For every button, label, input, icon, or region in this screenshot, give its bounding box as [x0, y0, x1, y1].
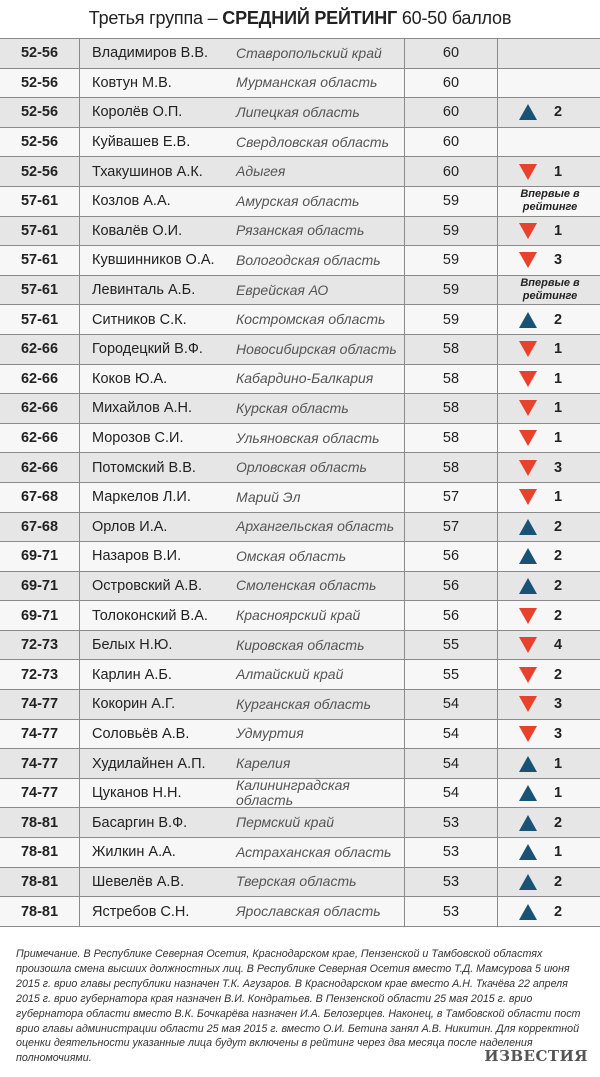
rank-cell: 69-71 — [0, 572, 80, 601]
rank-cell: 69-71 — [0, 542, 80, 571]
score-cell: 54 — [404, 749, 498, 778]
page-title — [0, 8, 600, 29]
change-cell — [498, 394, 600, 423]
table-row — [0, 424, 600, 454]
arrow-down-icon — [518, 370, 538, 388]
rank-cell: 62-66 — [0, 394, 80, 423]
arrow-up-icon — [518, 873, 538, 891]
rank-cell: 78-81 — [0, 808, 80, 837]
rank-cell: 62-66 — [0, 424, 80, 453]
name-cell: Кувшинников О.А. — [92, 252, 215, 269]
name-cell: Жилкин А.А. — [92, 844, 176, 861]
change-value: 2 — [554, 873, 563, 890]
change-value: 1 — [554, 341, 563, 358]
change-cell — [498, 246, 600, 275]
name-cell: Козлов А.А. — [92, 193, 171, 210]
rank-cell: 62-66 — [0, 453, 80, 482]
change-value: 1 — [554, 370, 563, 387]
change-value: 2 — [554, 903, 563, 920]
table-row — [0, 897, 600, 927]
change-cell — [498, 720, 600, 749]
change-cell — [498, 868, 600, 897]
rank-cell: 78-81 — [0, 868, 80, 897]
score-cell: 59 — [404, 305, 498, 334]
region-cell: Карелия — [236, 755, 291, 772]
change-cell — [498, 779, 600, 808]
table-row — [0, 720, 600, 750]
new-entry-label: Впервые в рейтинге — [520, 188, 580, 214]
change-value: 3 — [554, 725, 563, 742]
table-row — [0, 335, 600, 365]
name-cell: Ковтун М.В. — [92, 74, 172, 91]
rank-cell: 52-56 — [0, 39, 80, 68]
table-row — [0, 749, 600, 779]
change-value: 2 — [554, 548, 563, 565]
change-cell — [498, 513, 600, 542]
region-cell: Омская область — [236, 547, 347, 564]
score-cell: 60 — [404, 69, 498, 98]
name-cell: Цуканов Н.Н. — [92, 785, 182, 802]
table-row — [0, 276, 600, 306]
change-value: 1 — [554, 430, 563, 447]
change-value: 1 — [554, 844, 563, 861]
change-cell — [498, 365, 600, 394]
rank-cell: 78-81 — [0, 838, 80, 867]
table-row — [0, 838, 600, 868]
region-cell: Новосибирская область — [236, 340, 397, 357]
change-value: 3 — [554, 252, 563, 269]
name-cell: Тхакушинов А.К. — [92, 163, 203, 180]
name-cell: Михайлов А.Н. — [92, 400, 193, 417]
score-cell: 59 — [404, 276, 498, 305]
arrow-up-icon — [518, 814, 538, 832]
arrow-up-icon — [518, 518, 538, 536]
change-cell — [498, 98, 600, 127]
region-cell: Костромская область — [236, 311, 386, 328]
rank-cell: 52-56 — [0, 128, 80, 157]
region-cell: Тверская область — [236, 873, 357, 890]
change-cell — [498, 631, 600, 660]
name-cell: Куйвашев Е.В. — [92, 134, 191, 151]
table-row — [0, 660, 600, 690]
change-value: 2 — [554, 311, 563, 328]
table-row — [0, 365, 600, 395]
region-cell: Ставропольский край — [236, 44, 382, 61]
score-cell: 53 — [404, 808, 498, 837]
rank-cell: 57-61 — [0, 246, 80, 275]
change-cell — [498, 897, 600, 926]
region-cell: Удмуртия — [236, 725, 304, 742]
rank-cell: 57-61 — [0, 217, 80, 246]
change-cell — [498, 187, 600, 216]
rank-cell: 62-66 — [0, 335, 80, 364]
change-value: 2 — [554, 814, 563, 831]
change-value: 2 — [554, 104, 563, 121]
region-cell: Кировская область — [236, 636, 365, 653]
title-prefix: Третья группа – — [88, 8, 223, 28]
table-row — [0, 601, 600, 631]
change-cell — [498, 572, 600, 601]
arrow-up-icon — [518, 843, 538, 861]
score-cell: 58 — [404, 365, 498, 394]
change-cell — [498, 39, 600, 68]
region-cell: Мурманская область — [236, 74, 378, 91]
name-cell: Худилайнен А.П. — [92, 755, 206, 772]
rating-table — [0, 38, 600, 927]
name-cell: Коков Ю.А. — [92, 370, 168, 387]
rank-cell: 52-56 — [0, 69, 80, 98]
region-cell: Адыгея — [236, 163, 286, 180]
izvestia-logo: ИЗВЕСТИЯ — [484, 1047, 588, 1065]
rank-cell: 74-77 — [0, 749, 80, 778]
arrow-down-icon — [518, 725, 538, 743]
name-cell: Карлин А.Б. — [92, 666, 172, 683]
region-cell: Ульяновская область — [236, 429, 380, 446]
arrow-down-icon — [518, 163, 538, 181]
table-row — [0, 39, 600, 69]
change-value: 2 — [554, 518, 563, 535]
table-row — [0, 157, 600, 187]
region-cell: Алтайский край — [236, 666, 344, 683]
change-cell — [498, 424, 600, 453]
change-cell — [498, 276, 600, 305]
table-row — [0, 631, 600, 661]
name-cell: Ситников С.К. — [92, 311, 187, 328]
change-cell — [498, 217, 600, 246]
change-cell — [498, 749, 600, 778]
change-cell — [498, 453, 600, 482]
arrow-down-icon — [518, 459, 538, 477]
rank-cell: 72-73 — [0, 631, 80, 660]
score-cell: 58 — [404, 394, 498, 423]
region-cell: Орловская область — [236, 459, 367, 476]
score-cell: 58 — [404, 453, 498, 482]
table-row — [0, 572, 600, 602]
score-cell: 53 — [404, 838, 498, 867]
arrow-down-icon — [518, 429, 538, 447]
score-cell: 59 — [404, 246, 498, 275]
arrow-down-icon — [518, 340, 538, 358]
rank-cell: 74-77 — [0, 690, 80, 719]
rank-cell: 78-81 — [0, 897, 80, 926]
rank-cell: 72-73 — [0, 660, 80, 689]
table-row — [0, 128, 600, 158]
region-cell: Рязанская область — [236, 222, 365, 239]
score-cell: 57 — [404, 513, 498, 542]
arrow-down-icon — [518, 636, 538, 654]
arrow-down-icon — [518, 399, 538, 417]
name-cell: Шевелёв А.В. — [92, 873, 185, 890]
score-cell: 54 — [404, 690, 498, 719]
footnote-label: Примечание. — [16, 948, 81, 960]
change-cell — [498, 483, 600, 512]
region-cell: Ярославская область — [236, 903, 381, 920]
table-row — [0, 453, 600, 483]
region-cell: Калининградская область — [236, 777, 350, 809]
rank-cell: 67-68 — [0, 513, 80, 542]
change-cell — [498, 690, 600, 719]
score-cell: 58 — [404, 335, 498, 364]
region-cell: Смоленская область — [236, 577, 377, 594]
change-value: 3 — [554, 696, 563, 713]
arrow-up-icon — [518, 903, 538, 921]
change-cell — [498, 157, 600, 186]
name-cell: Белых Н.Ю. — [92, 637, 173, 654]
name-cell: Потомский В.В. — [92, 459, 196, 476]
change-value: 2 — [554, 666, 563, 683]
score-cell: 53 — [404, 868, 498, 897]
name-cell: Маркелов Л.И. — [92, 489, 191, 506]
table-row — [0, 305, 600, 335]
title-bold: СРЕДНИЙ РЕЙТИНГ — [222, 8, 398, 28]
name-cell: Назаров В.И. — [92, 548, 182, 565]
name-cell: Толоконский В.А. — [92, 607, 208, 624]
name-cell: Островский А.В. — [92, 577, 203, 594]
rank-cell: 69-71 — [0, 601, 80, 630]
score-cell: 54 — [404, 720, 498, 749]
name-cell: Королёв О.П. — [92, 104, 183, 121]
change-value: 1 — [554, 400, 563, 417]
table-row — [0, 483, 600, 513]
table-row — [0, 690, 600, 720]
rank-cell: 57-61 — [0, 187, 80, 216]
arrow-down-icon — [518, 488, 538, 506]
table-row — [0, 187, 600, 217]
score-cell: 55 — [404, 660, 498, 689]
arrow-down-icon — [518, 607, 538, 625]
score-cell: 60 — [404, 39, 498, 68]
name-cell: Владимиров В.В. — [92, 45, 209, 62]
change-cell — [498, 601, 600, 630]
table-row — [0, 542, 600, 572]
change-value: 3 — [554, 459, 563, 476]
region-cell: Липецкая область — [236, 103, 360, 120]
score-cell: 60 — [404, 98, 498, 127]
region-cell: Свердловская область — [236, 133, 389, 150]
rank-cell: 74-77 — [0, 720, 80, 749]
arrow-up-icon — [518, 547, 538, 565]
name-cell: Орлов И.А. — [92, 518, 168, 535]
table-row — [0, 779, 600, 809]
region-cell: Пермский край — [236, 814, 335, 831]
arrow-up-icon — [518, 577, 538, 595]
change-cell — [498, 128, 600, 157]
score-cell: 58 — [404, 424, 498, 453]
name-cell: Морозов С.И. — [92, 430, 184, 447]
score-cell: 59 — [404, 187, 498, 216]
table-row — [0, 513, 600, 543]
new-entry-label: Впервые в рейтинге — [520, 277, 580, 303]
region-cell: Архангельская область — [236, 518, 395, 535]
table-row — [0, 98, 600, 128]
region-cell: Амурская область — [236, 192, 360, 209]
score-cell: 55 — [404, 631, 498, 660]
name-cell: Левинталь А.Б. — [92, 282, 196, 299]
arrow-up-icon — [518, 311, 538, 329]
change-value: 2 — [554, 607, 563, 624]
score-cell: 59 — [404, 217, 498, 246]
change-cell — [498, 335, 600, 364]
score-cell: 53 — [404, 897, 498, 926]
change-cell — [498, 305, 600, 334]
arrow-up-icon — [518, 755, 538, 773]
change-cell — [498, 838, 600, 867]
region-cell: Курская область — [236, 399, 349, 416]
arrow-down-icon — [518, 251, 538, 269]
table-row — [0, 217, 600, 247]
change-cell — [498, 660, 600, 689]
rank-cell: 57-61 — [0, 276, 80, 305]
change-cell — [498, 69, 600, 98]
change-value: 1 — [554, 785, 563, 802]
rank-cell: 52-56 — [0, 157, 80, 186]
score-cell: 60 — [404, 157, 498, 186]
name-cell: Городецкий В.Ф. — [92, 341, 203, 358]
score-cell: 54 — [404, 779, 498, 808]
region-cell: Еврейская АО — [236, 281, 329, 298]
arrow-up-icon — [518, 784, 538, 802]
table-row — [0, 394, 600, 424]
name-cell: Кокорин А.Г. — [92, 696, 176, 713]
score-cell: 57 — [404, 483, 498, 512]
score-cell: 56 — [404, 572, 498, 601]
region-cell: Марий Эл — [236, 488, 301, 505]
change-value: 1 — [554, 755, 563, 772]
table-row — [0, 246, 600, 276]
table-row — [0, 868, 600, 898]
rank-cell: 67-68 — [0, 483, 80, 512]
change-value: 2 — [554, 577, 563, 594]
region-cell: Курганская область — [236, 695, 371, 712]
name-cell: Соловьёв А.В. — [92, 725, 190, 742]
region-cell: Красноярский край — [236, 607, 361, 624]
table-row — [0, 69, 600, 99]
rank-cell: 52-56 — [0, 98, 80, 127]
name-cell: Ястребов С.Н. — [92, 903, 190, 920]
title-suffix: 60-50 баллов — [397, 8, 512, 28]
arrow-down-icon — [518, 695, 538, 713]
footnote-text: В Республике Северная Осетия, Краснодарском крае, Пензенской и Тамбовской областях произошла смена высших должностных лиц. В Республике Северная Осетия вместо Т.Д. Мамсурова 5 июня 2015 г. врио главы республики назначен Т.К. Агузаров. В Краснодарском крае вместо А.Н. Ткачёва 22 апреля 2015 г. врио губернатора края назначен В.И. Кондратьев. В Пензенской области 25 мая 2015 г. врио губернатора области вместо В.К. Бочкарёва назначен И.А. Белозерцев. Наконец, в Тамбовской области пост врио главы администрации области 25 мая 2015 г. вместо О.И. Бетина занял А.В. Никитин. Для корректной оценки деятельности указанные лица будут включены в рейтинг через два месяца после наделения полномочиями. — [16, 948, 581, 1065]
rank-cell: 74-77 — [0, 779, 80, 808]
arrow-down-icon — [518, 666, 538, 684]
score-cell: 60 — [404, 128, 498, 157]
table-row — [0, 808, 600, 838]
change-value: 1 — [554, 222, 563, 239]
rank-cell: 57-61 — [0, 305, 80, 334]
rank-cell: 62-66 — [0, 365, 80, 394]
name-cell: Ковалёв О.И. — [92, 222, 183, 239]
arrow-up-icon — [518, 103, 538, 121]
score-cell: 56 — [404, 542, 498, 571]
change-cell — [498, 542, 600, 571]
change-value: 1 — [554, 489, 563, 506]
score-cell: 56 — [404, 601, 498, 630]
name-cell: Басаргин В.Ф. — [92, 814, 188, 831]
arrow-down-icon — [518, 222, 538, 240]
change-value: 1 — [554, 163, 563, 180]
change-cell — [498, 808, 600, 837]
region-cell: Кабардино-Балкария — [236, 370, 374, 387]
region-cell: Астраханская область — [236, 843, 392, 860]
region-cell: Вологодская область — [236, 251, 381, 268]
change-value: 4 — [554, 637, 563, 654]
